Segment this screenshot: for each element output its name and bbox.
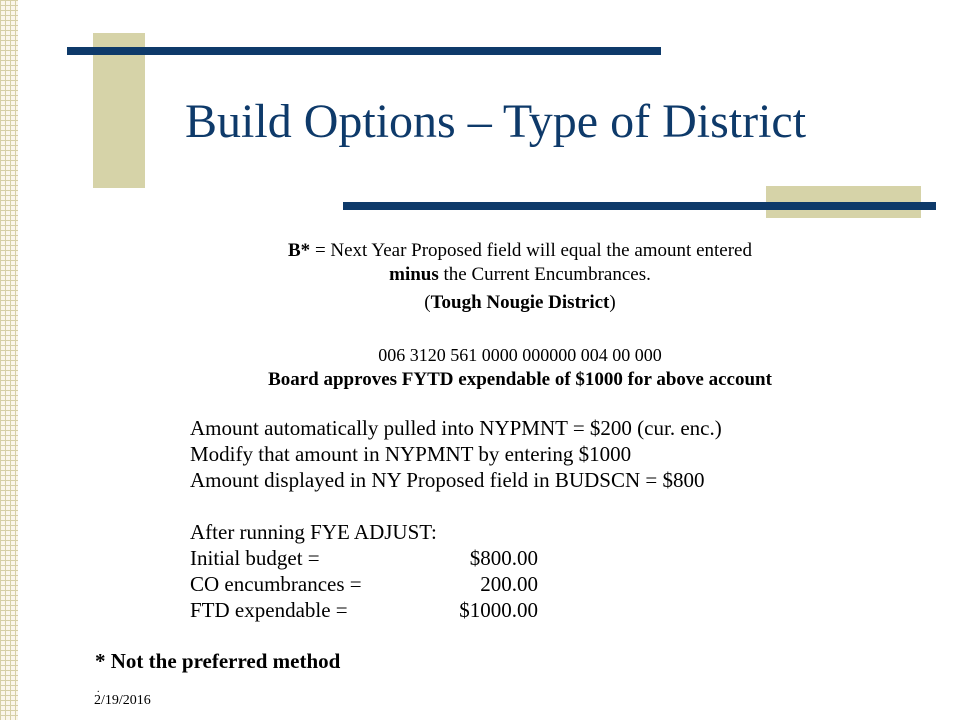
district-name: Tough Nougie District [430,292,610,313]
date-marker: . [97,684,100,695]
adjust-amount: $1000.00 [459,598,538,622]
board-statement: Board approves FYTD expendable of $1000 for above account [268,369,772,390]
intro-minus: minus [389,264,439,285]
adjust-label: Initial budget = [190,546,320,570]
adjust-label: CO encumbrances = [190,572,362,596]
slide-title: Build Options – Type of District [185,95,807,148]
top-accent-bar [67,47,661,55]
body-line: Amount automatically pulled into NYPMNT = $200 (cur. enc.) [190,416,722,440]
left-stripe-decoration [0,0,18,720]
account-number: 006 3120 561 0000 000000 004 00 000 [378,345,662,365]
body-line: Amount displayed in NY Proposed field in BUDSCN = $800 [190,468,705,492]
intro-line-2 [120,264,920,286]
intro-line-2-text: the Current Encumbrances. [438,264,651,285]
intro-line-3 [120,292,920,314]
paren-open: ( [424,292,431,313]
vertical-accent-block [93,33,145,188]
adjust-row [190,571,722,597]
adjust-label: FTD expendable = [190,598,348,622]
adjust-row [190,545,722,571]
slide-date: 2/19/2016 [94,693,151,708]
footnote: * Not the preferred method [95,649,341,673]
intro-line-1-text: = Next Year Proposed field will equal the amount entered [310,240,752,261]
blank-line [190,493,722,519]
intro-b-star: B* [288,240,311,261]
after-heading: After running FYE ADJUST: [190,520,437,544]
intro-line-1 [120,240,920,262]
body-text [190,415,722,623]
adjust-amount: $800.00 [469,546,538,570]
adjust-row [190,597,722,623]
paren-close: ) [609,292,616,313]
mid-accent-bar [343,202,936,210]
body-line: Modify that amount in NYPMNT by entering $1000 [190,442,632,466]
adjust-amount: 200.00 [480,572,538,596]
